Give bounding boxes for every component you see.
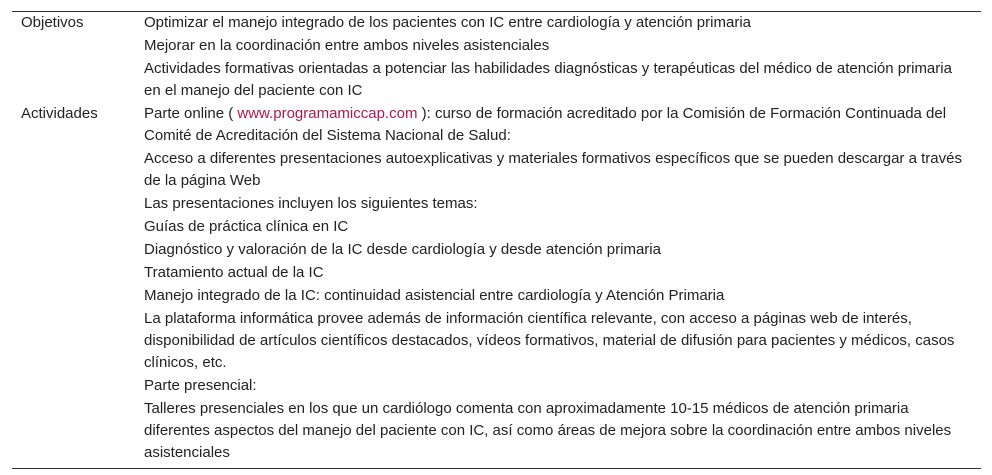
row-content (144, 103, 981, 465)
website-link[interactable]: www.programamiccap.com (237, 105, 418, 122)
online-prefix: Parte online ( (144, 105, 238, 122)
list-item: Optimizar el manejo integrado de los pacientes con IC entre cardiología y atención primaria (144, 14, 751, 31)
list-item: Diagnóstico y valoración de la IC desde cardiología y desde atención primaria (144, 241, 661, 258)
list-item: Actividades formativas orientadas a potenciar las habilidades diagnósticas y terapéuticas del médico de atención primaria en el manejo del paciente con IC (144, 60, 952, 99)
list-item: Tratamiento actual de la IC (144, 264, 324, 281)
row-label: Objetivos (21, 14, 84, 31)
table-row-objetivos (12, 12, 981, 103)
list-item: Guías de práctica clínica en IC (144, 218, 349, 235)
list-item: Las presentaciones incluyen los siguientes temas: (144, 195, 478, 212)
row-content (144, 12, 981, 103)
list-item-online (144, 103, 967, 147)
list-item: Parte presencial: (144, 377, 257, 394)
objectives-activities-table (12, 11, 981, 469)
table-row-actividades (12, 103, 981, 465)
list-item: Acceso a diferentes presentaciones autoexplicativas y materiales formativos específicos que se pueden descargar a través de la página Web (144, 150, 962, 189)
list-item: Talleres presenciales en los que un cardiólogo comenta con aproximadamente 10-15 médicos de atención primaria diferentes aspectos del manejo del paciente con IC, así como áreas de mejora sobre la coordinación entre ambos niveles asistenciales (144, 400, 952, 461)
list-item: Manejo integrado de la IC: continuidad asistencial entre cardiología y Atención Primaria (144, 287, 725, 304)
list-item: La plataforma informática provee además de información científica relevante, con acceso a páginas web de interés, disponibilidad de artículos científicos destacados, vídeos formativos, material de difusión para pacientes y médicos, casos clínicos, etc. (144, 310, 955, 371)
online-suffix: ): curso de formación acreditado por la Comisión de Formación Continuada del Comité de Acreditación del Sistema Nacional de Salud: (144, 105, 947, 144)
row-label: Actividades (21, 105, 98, 122)
list-item: Mejorar en la coordinación entre ambos niveles asistenciales (144, 37, 550, 54)
